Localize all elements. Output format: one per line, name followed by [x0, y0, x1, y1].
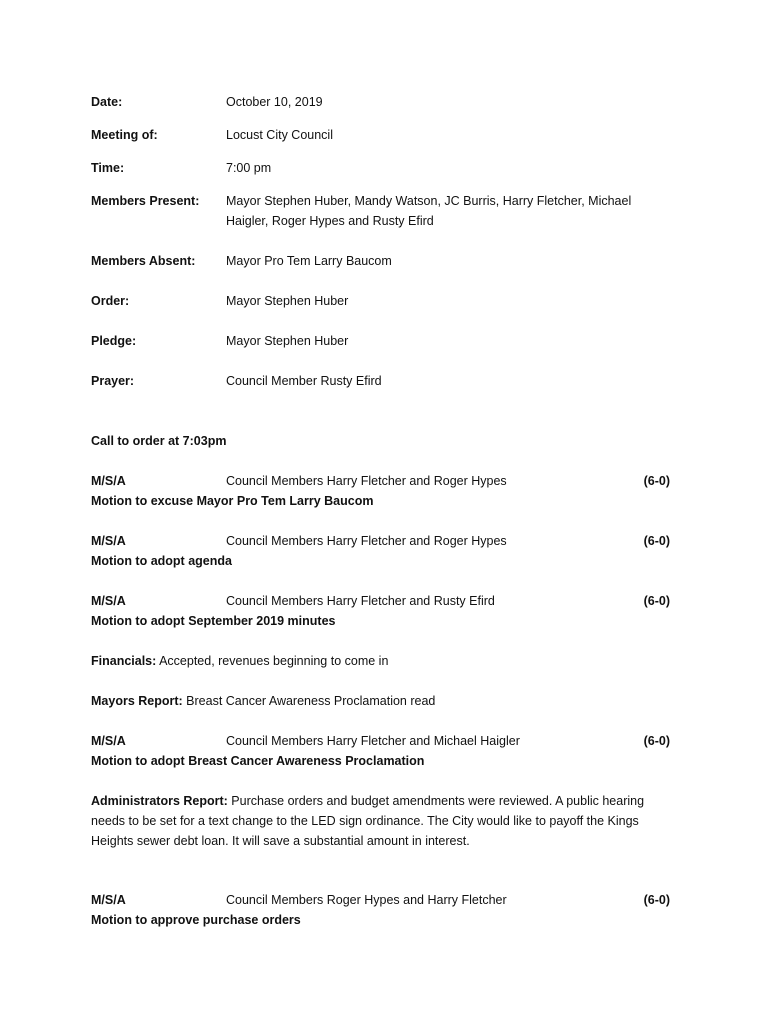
- mayors-report-label: Mayors Report:: [91, 694, 183, 708]
- date-value: October 10, 2019: [226, 95, 323, 109]
- date-label: Date:: [91, 95, 123, 109]
- members-present-value: Mayor Stephen Huber, Mandy Watson, JC Burris, Harry Fletcher, Michael Haigler, Roger Hypes and Rusty Efird: [226, 194, 632, 228]
- motion-members: Council Members Harry Fletcher and Roger Hypes: [226, 474, 507, 488]
- prayer-value: Council Member Rusty Efird: [226, 374, 382, 388]
- motion-title: Motion to approve purchase orders: [91, 913, 301, 927]
- order-label: Order:: [91, 294, 130, 308]
- motion-msa: M/S/A: [91, 893, 126, 907]
- motion-title: Motion to excuse Mayor Pro Tem Larry Baucom: [91, 494, 374, 508]
- administrators-report-text: Purchase orders and budget amendments were reviewed. A public hearing needs to be set for a text change to the LED sign ordinance. The City would like to payoff the Kings Heights sewer debt loan. It will save a substantial amount in interest.: [91, 794, 645, 848]
- motion-vote: (6-0): [643, 734, 670, 748]
- members-absent-label: Members Absent:: [91, 254, 196, 268]
- motion-msa: M/S/A: [91, 734, 126, 748]
- motion-members: Council Members Harry Fletcher and Rusty Efird: [226, 594, 495, 608]
- meeting-label: Meeting of:: [91, 128, 158, 142]
- mayors-report-paragraph: [91, 691, 671, 711]
- motion-vote: (6-0): [643, 594, 670, 608]
- administrators-report-label: Administrators Report:: [91, 794, 228, 808]
- motion-msa: M/S/A: [91, 594, 126, 608]
- pledge-value: Mayor Stephen Huber: [226, 334, 349, 348]
- motion-vote: (6-0): [643, 893, 670, 907]
- financials-text: Accepted, revenues beginning to come in: [156, 654, 389, 668]
- motion-msa: M/S/A: [91, 474, 126, 488]
- pledge-label: Pledge:: [91, 334, 137, 348]
- motion-title: Motion to adopt agenda: [91, 554, 232, 568]
- time-value: 7:00 pm: [226, 161, 272, 175]
- motion-members: Council Members Roger Hypes and Harry Fletcher: [226, 893, 507, 907]
- financials-paragraph: [91, 651, 671, 671]
- motion-vote: (6-0): [643, 534, 670, 548]
- motion-msa: M/S/A: [91, 534, 126, 548]
- motion-members: Council Members Harry Fletcher and Roger Hypes: [226, 534, 507, 548]
- order-value: Mayor Stephen Huber: [226, 294, 349, 308]
- members-absent-value: Mayor Pro Tem Larry Baucom: [226, 254, 392, 268]
- motion-members: Council Members Harry Fletcher and Michael Haigler: [226, 734, 520, 748]
- time-label: Time:: [91, 161, 125, 175]
- call-to-order: Call to order at 7:03pm: [91, 434, 227, 448]
- financials-label: Financials:: [91, 654, 157, 668]
- members-present-label: Members Present:: [91, 194, 200, 208]
- mayors-report-text: Breast Cancer Awareness Proclamation read: [182, 694, 436, 708]
- prayer-label: Prayer:: [91, 374, 135, 388]
- administrators-report-paragraph: [91, 791, 671, 851]
- meeting-value: Locust City Council: [226, 128, 333, 142]
- motion-title: Motion to adopt Breast Cancer Awareness Proclamation: [91, 754, 425, 768]
- motion-vote: (6-0): [643, 474, 670, 488]
- motion-title: Motion to adopt September 2019 minutes: [91, 614, 336, 628]
